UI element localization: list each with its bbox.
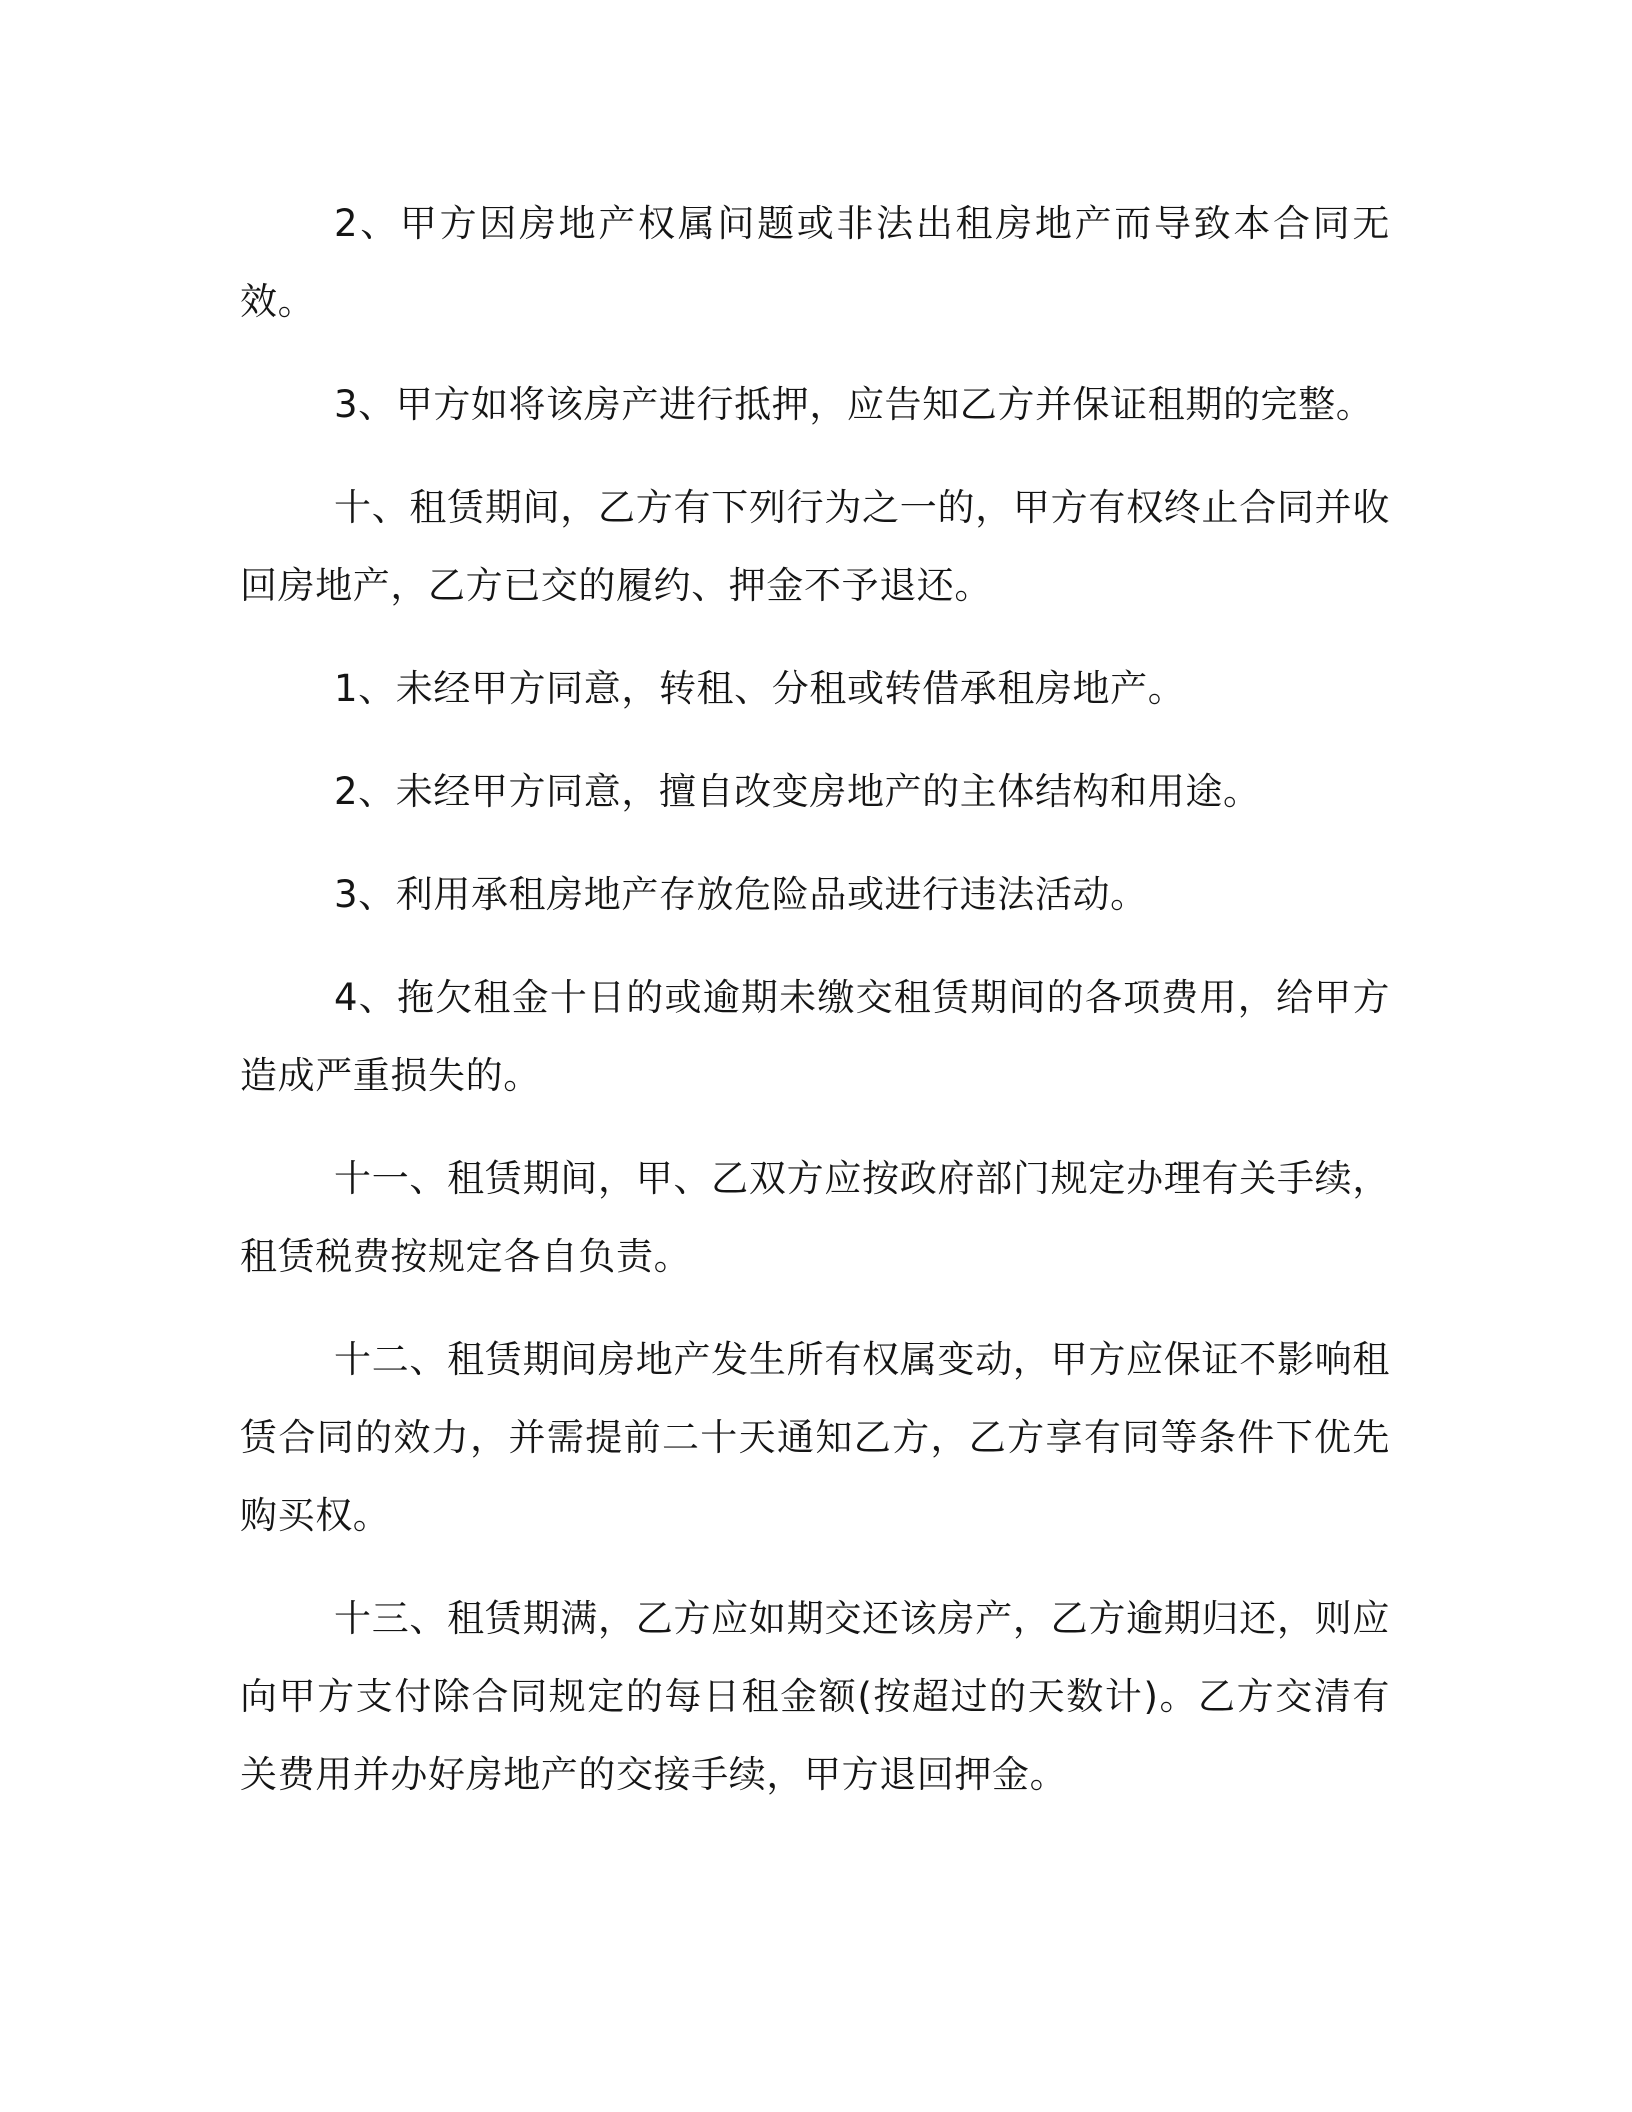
paragraph-clause-13: 十三、租赁期满，乙方应如期交还该房产，乙方逾期归还，则应向甲方支付除合同规定的每日租金额(按超过的天数计)。乙方交清有关费用并办好房地产的交接手续，甲方退回押金。 bbox=[240, 1597, 1390, 1796]
paragraph-clause-12: 十二、租赁期间房地产发生所有权属变动，甲方应保证不影响租赁合同的效力，并需提前二十天通知乙方，乙方享有同等条件下优先购买权。 bbox=[240, 1338, 1390, 1537]
paragraph-clause-11: 十一、租赁期间，甲、乙双方应按政府部门规定办理有关手续，租赁税费按规定各自负责。 bbox=[240, 1157, 1390, 1278]
paragraph-clause-9-3: 3、甲方如将该房产进行抵押，应告知乙方并保证租期的完整。 bbox=[334, 383, 1374, 426]
paragraph-clause-10-4: 4、拖欠租金十日的或逾期未缴交租赁期间的各项费用，给甲方造成严重损失的。 bbox=[240, 976, 1390, 1097]
paragraph-clause-9-2: 2、甲方因房地产权属问题或非法出租房地产而导致本合同无效。 bbox=[240, 202, 1390, 323]
paragraph-clause-10: 十、租赁期间，乙方有下列行为之一的，甲方有权终止合同并收回房地产，乙方已交的履约、押金不予退还。 bbox=[240, 486, 1390, 607]
paragraph-clause-10-1: 1、未经甲方同意，转租、分租或转借承租房地产。 bbox=[334, 667, 1186, 710]
paragraph-clause-10-2: 2、未经甲方同意，擅自改变房地产的主体结构和用途。 bbox=[334, 770, 1261, 813]
paragraph-clause-10-3: 3、利用承租房地产存放危险品或进行违法活动。 bbox=[334, 873, 1148, 916]
document-body bbox=[240, 185, 1390, 1839]
